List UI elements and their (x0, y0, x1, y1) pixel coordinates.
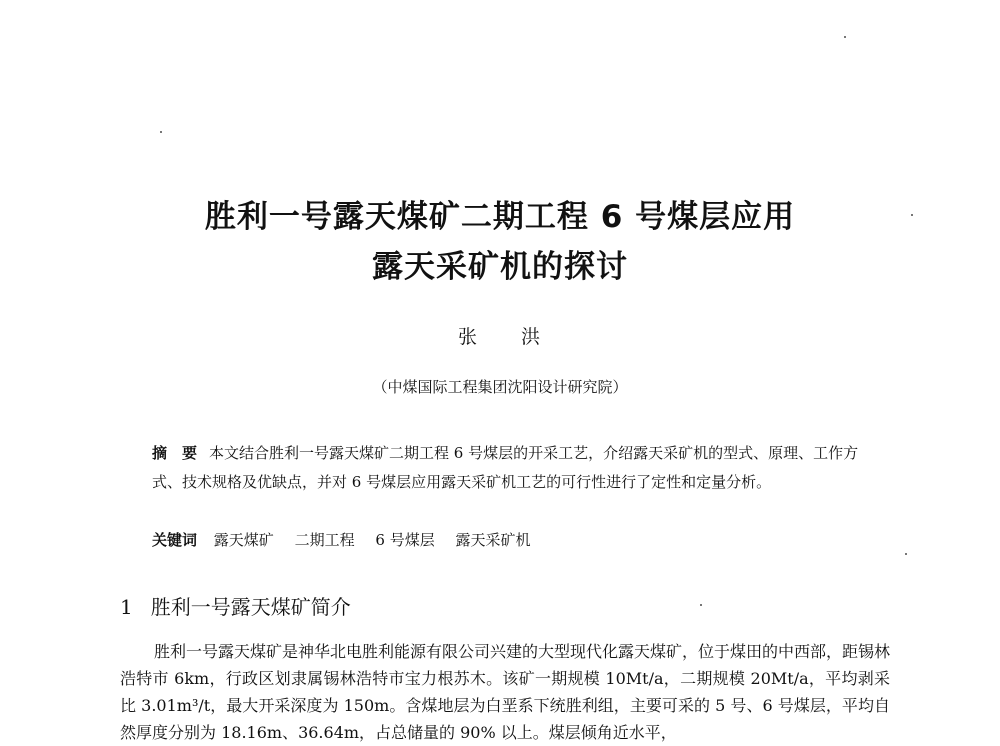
keyword-item: 6 号煤层 (375, 531, 435, 549)
scan-speck (905, 553, 907, 555)
keyword-item: 露天采矿机 (455, 531, 531, 549)
abstract-text: 本文结合胜利一号露天煤矿二期工程 6 号煤层的开采工艺，介绍露天采矿机的型式、原理、工作方式、技术规格及优缺点，并对 6 号煤层应用露天采矿机工艺的可行性进行了定性和定量分析。 (152, 444, 859, 491)
section-heading (120, 592, 351, 622)
section-title: 胜利一号露天煤矿简介 (150, 595, 351, 619)
keyword-item: 二期工程 (294, 531, 355, 549)
abstract-block (152, 439, 872, 497)
title-line-1: 胜利一号露天煤矿二期工程 6 号煤层应用 (204, 199, 796, 235)
author-name: 张 洪 (457, 326, 542, 348)
author-affiliation: （中煤国际工程集团沈阳设计研究院） (372, 378, 628, 396)
keywords-block (152, 526, 872, 555)
body-paragraph (120, 638, 890, 746)
scan-speck (160, 131, 162, 133)
keywords-label: 关键词 (152, 531, 198, 549)
scan-speck (844, 36, 846, 38)
title-line-2: 露天采矿机的探讨 (372, 249, 628, 285)
scan-speck (700, 604, 702, 606)
abstract-label: 摘 要 (152, 444, 198, 462)
keyword-item: 露天煤矿 (213, 531, 274, 549)
body-text: 胜利一号露天煤矿是神华北电胜利能源有限公司兴建的大型现代化露天煤矿，位于煤田的中西部，距锡林浩特市 6km，行政区划隶属锡林浩特市宝力根苏木。该矿一期规模 10Mt/a，二期规模 20Mt/a，平均剥采比 3.01m³/t，最大开采深度为 150m。含煤地层为白垩系下统胜利组，主要可采的 5 号、6 号煤层，平均自然厚度分别为 18.16m、36.64m，占总储量的 90% 以上。煤层倾角近水平， (120, 642, 891, 742)
paper-title (0, 192, 1000, 292)
scan-speck (911, 214, 913, 216)
section-number: 1 (120, 595, 133, 619)
